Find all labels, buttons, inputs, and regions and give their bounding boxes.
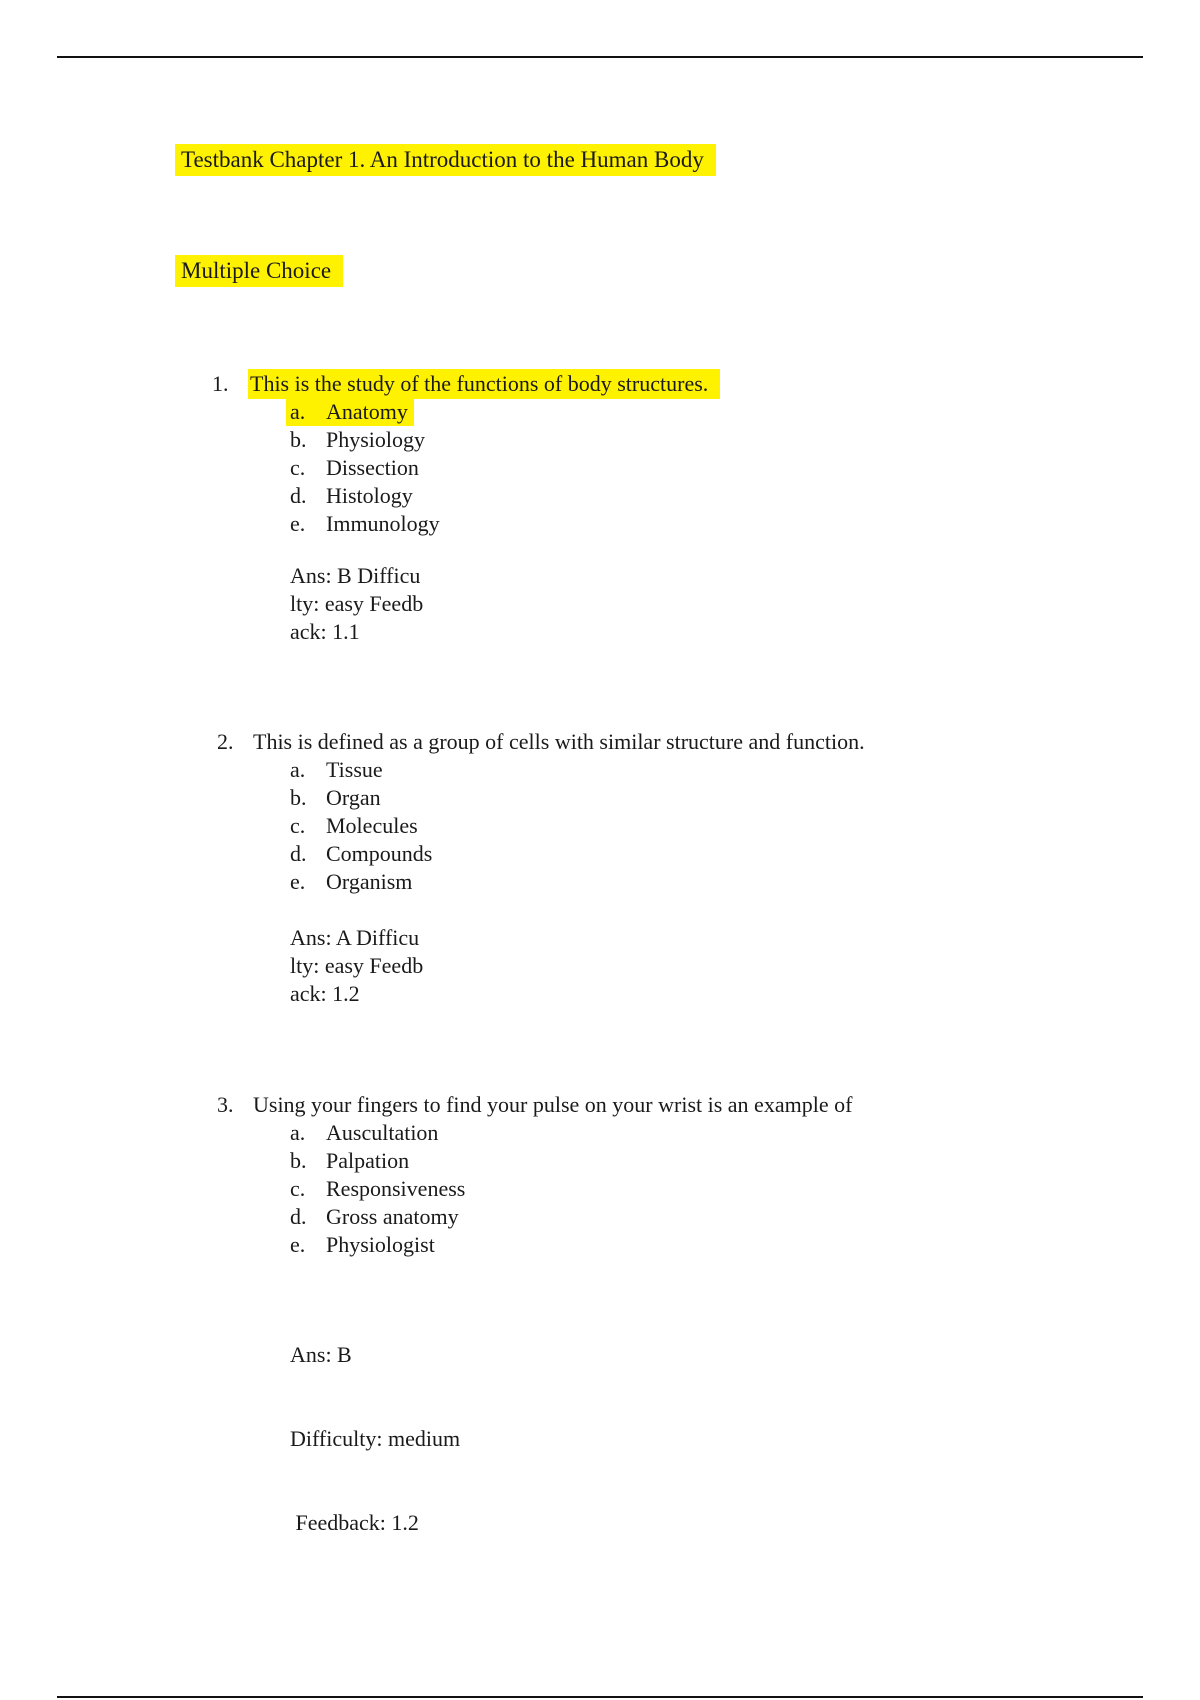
option-letter: e.: [290, 869, 306, 894]
question-text: Using your fingers to find your pulse on your wrist is an example of: [253, 1092, 853, 1117]
answer-line: Ans: B Difficu: [290, 563, 421, 588]
answer-line: Feedback: 1.2: [290, 1510, 419, 1535]
option-letter: d.: [290, 841, 307, 866]
option-letter: a.: [290, 1120, 306, 1145]
option-text: Molecules: [326, 813, 418, 838]
option-letter: c.: [290, 455, 306, 480]
option-text: Immunology: [326, 511, 440, 536]
option-text: Histology: [326, 483, 413, 508]
option-letter: a.: [290, 399, 306, 424]
option-letter: c.: [290, 1176, 306, 1201]
question-number: 1.: [212, 371, 229, 396]
option-text: Physiologist: [326, 1232, 435, 1257]
question-number: 3.: [217, 1092, 234, 1117]
option-c: [290, 812, 432, 840]
question-3-options: [290, 1119, 465, 1259]
question-text: This is the study of the functions of body structures.: [248, 369, 720, 399]
option-letter: e.: [290, 1232, 306, 1257]
option-text: Dissection: [326, 455, 419, 480]
option-b: [290, 1147, 465, 1175]
option-a: [290, 1119, 465, 1147]
question-3-stem: [217, 1091, 852, 1119]
answer-line: Ans: A Difficu: [290, 925, 420, 950]
option-text: Compounds: [326, 841, 433, 866]
option-text: Physiology: [326, 427, 426, 452]
option-text: Auscultation: [326, 1120, 439, 1145]
option-text: Palpation: [326, 1148, 410, 1173]
title-highlight: Testbank Chapter 1. An Introduction to the Human Body: [175, 144, 716, 176]
option-text: Organism: [326, 869, 413, 894]
section-highlight: Multiple Choice: [175, 255, 343, 287]
option-letter: b.: [290, 427, 307, 452]
option-letter: d.: [290, 1204, 307, 1229]
answer-line: ack: 1.2: [290, 981, 360, 1006]
answer-block: [290, 1285, 460, 1593]
option-text: Organ: [326, 785, 381, 810]
answer-line: Difficulty: medium: [290, 1426, 461, 1451]
option-b: [290, 426, 440, 454]
option-letter: b.: [290, 785, 307, 810]
option-letter: d.: [290, 483, 307, 508]
question-1-stem: [212, 369, 720, 399]
option-a: [286, 398, 414, 426]
answer-line: ack: 1.1: [290, 619, 360, 644]
option-text: Responsiveness: [326, 1176, 466, 1201]
answer-line: Ans: B: [290, 1342, 352, 1367]
answer-block: [290, 924, 423, 1008]
question-number: 2.: [217, 729, 234, 754]
option-a: [290, 756, 432, 784]
question-text: This is defined as a group of cells with similar structure and function.: [253, 729, 865, 754]
option-letter: c.: [290, 813, 306, 838]
option-d: [290, 482, 440, 510]
answer-block: [290, 562, 423, 646]
question-2-options: [290, 756, 432, 896]
option-c: [290, 454, 440, 482]
option-d: [290, 1203, 465, 1231]
question-1-options: [290, 398, 440, 538]
option-text: Tissue: [326, 757, 383, 782]
option-e: [290, 1231, 465, 1259]
option-e: [290, 510, 440, 538]
option-letter: e.: [290, 511, 306, 536]
question-2-stem: [217, 728, 865, 756]
bottom-rule: [57, 1696, 1143, 1698]
option-text: Gross anatomy: [326, 1204, 459, 1229]
option-e: [290, 868, 432, 896]
answer-line: lty: easy Feedb: [290, 953, 424, 978]
top-rule: [57, 56, 1143, 58]
option-letter: b.: [290, 1148, 307, 1173]
option-d: [290, 840, 432, 868]
option-text: Anatomy: [326, 399, 408, 424]
document-title: [175, 144, 716, 176]
option-c: [290, 1175, 465, 1203]
answer-line: lty: easy Feedb: [290, 591, 424, 616]
option-letter: a.: [290, 757, 306, 782]
option-b: [290, 784, 432, 812]
section-heading: [175, 255, 343, 287]
